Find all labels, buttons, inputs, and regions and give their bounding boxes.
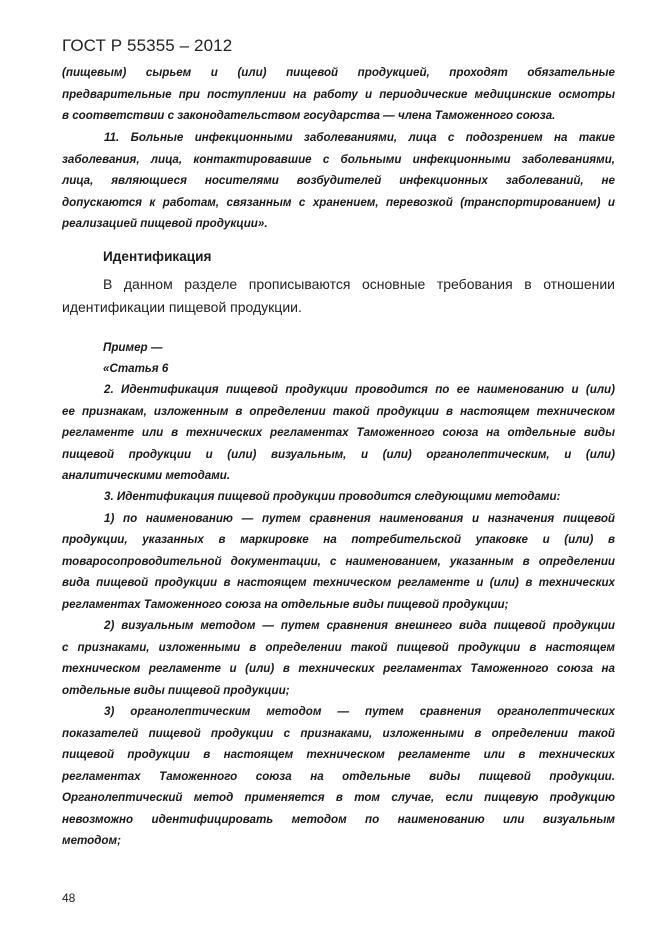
page-number: 48 <box>62 891 76 905</box>
clause11-line-2: заболевания, лица, контактировавшие с больными инфекционными заболеваниями, <box>62 152 615 166</box>
m1-line-4: вида пищевой продукции в настоящем техническом регламенте и (или) в технических <box>62 576 615 589</box>
top-line-2: предварительные при поступлении на работу и периодические медицинские осмотры <box>62 87 615 101</box>
section-heading: Идентификация <box>103 249 212 264</box>
m3-line-5: Органолептический метод применяется в том случае, если пищевую продукцию <box>62 791 615 804</box>
p2-line-2: ее признакам, изложенным в определении такой продукции в настоящем техническом <box>62 404 615 418</box>
example-article: «Статья 6 <box>103 362 169 375</box>
top-line-1: (пищевым) сырьем и (или) пищевой продукцией, проходят обязательные <box>62 66 615 79</box>
p2-line-1: 2. Идентификация пищевой продукции проводится по ее наименованию и (или) <box>104 383 615 396</box>
section-text-line-2: идентификации пищевой продукции. <box>62 299 302 315</box>
example-label: Пример — <box>103 341 163 354</box>
m2-line-4: отдельные виды пищевой продукции; <box>62 683 290 697</box>
m1-line-2: продукции, указанных в маркировке на потребительской упаковке и (или) в <box>62 533 615 546</box>
m2-line-1: 2) визуальным методом — путем сравнения внешнего вида пищевой продукции <box>104 619 615 632</box>
standard-header: ГОСТ Р 55355 – 2012 <box>62 36 233 55</box>
m3-line-7: методом; <box>62 834 121 847</box>
clause11-line-5: реализацией пищевой продукции». <box>62 217 268 230</box>
p2-line-3: регламенте или в технических регламентах Таможенного союза на отдельные виды <box>62 426 615 439</box>
top-line-3: в соответствии с законодательством государства — члена Таможенного союза. <box>62 109 556 122</box>
m2-line-3: техническом регламенте и (или) в технических регламентах Таможенного союза на <box>62 662 615 675</box>
m3-line-4: регламентах Таможенного союза на отдельные виды пищевой продукции. <box>62 769 615 783</box>
clause11-line-4: допускаются к работам, связанным с хранением, перевозкой (транспортированием) и <box>62 195 615 209</box>
m3-line-3: пищевой продукции в настоящем техническом регламенте или в технических <box>62 748 615 761</box>
p2-line-4: пищевой продукции и (или) визуальным, и (или) органолептическим, и (или) <box>62 447 615 461</box>
m3-line-1: 3) органолептическим методом — путем сравнения органолептических <box>104 705 615 718</box>
p3-line: 3. Идентификация пищевой продукции проводится следующими методами: <box>104 490 561 503</box>
section-text-line-1: В данном разделе прописываются основные требования в отношении <box>103 276 615 292</box>
p2-line-5: аналитическими методами. <box>62 469 231 482</box>
clause11-line-3: лица, являющиеся носителями возбудителей инфекционных заболеваний, не <box>62 174 615 187</box>
m1-line-3: товаросопроводительной документации, с наименованием, указанным в определении <box>62 554 615 568</box>
m1-line-1: 1) по наименованию — путем сравнения наименования и назначения пищевой <box>104 511 615 525</box>
m2-line-2: с признаками, изложенными в определении такой пищевой продукции в настоящем <box>62 640 615 654</box>
m3-line-6: невозможно идентифицировать методом по наименованию или визуальным <box>62 812 615 826</box>
m3-line-2: показателей пищевой продукции с признаками, изложенными в определении такой <box>62 726 615 740</box>
m1-line-5: регламентах Таможенного союза на отдельные виды пищевой продукции; <box>62 597 509 611</box>
clause11-line-1: 11. Больные инфекционными заболеваниями, лица с подозрением на такие <box>104 131 615 144</box>
